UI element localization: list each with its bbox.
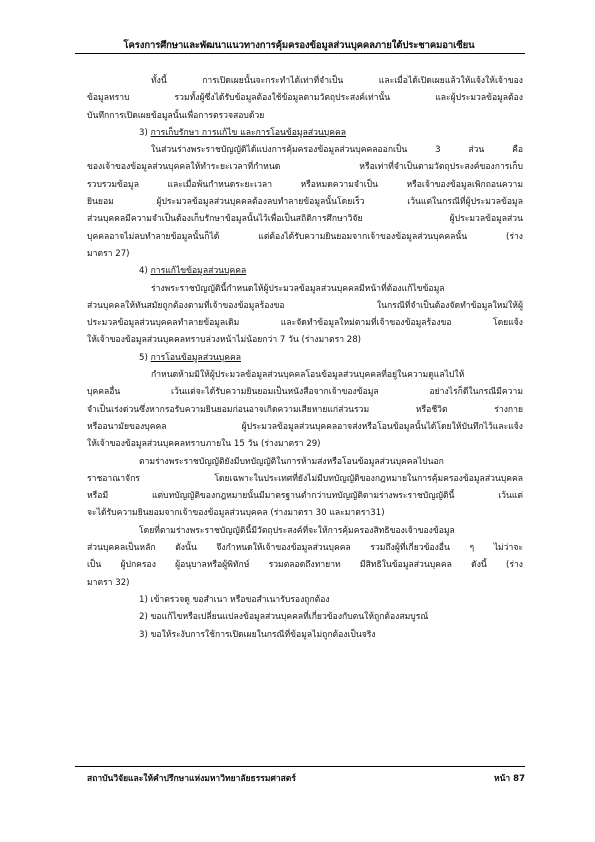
text-line: รวบรวมข้อมูล และเมื่อพ้นกำหนดระยะเวลา หรือหมดความจำเป็น หรือเจ้าของข้อมูลเพิกถอนความ: [87, 179, 523, 190]
text-line: ราชอาณาจักร โดยเฉพาะในประเทศที่ยังไม่มีบทบัญญัติของกฎหมายในการคุ้มครองข้อมูลส่วนบุคคล: [87, 473, 523, 484]
page-number: หน้า 87: [494, 774, 525, 784]
text-line: ส่วนบุคคลมีความจำเป็นต้องเก็บรักษาข้อมูลนั้นไว้เพื่อเป็นสถิติการศึกษาวิจัย ผู้ประมวลข้อมูลส่วน: [87, 214, 523, 225]
section-title: การโอนข้อมูลส่วนบุคคล: [150, 352, 241, 363]
paragraph-disclosure: [87, 73, 523, 125]
section-heading-3: [87, 125, 523, 142]
paragraph-transfer: [87, 367, 523, 453]
section-heading-4: [87, 263, 523, 280]
section-number: 5): [139, 352, 148, 363]
text-line: ให้เจ้าของข้อมูลส่วนบุคคลทราบล่วงหน้าไม่น้อยกว่า 7 วัน (ร่างมาตรา 28): [87, 335, 362, 346]
text-line: หรือมี แต่บทบัญญัติของกฎหมายนั้นมีมาตรฐานต่ำกว่าบทบัญญัติตามร่างพระราชบัญญัตินี้ เว้นแต่: [87, 491, 523, 502]
section-title: การเก็บรักษา การแก้ไข และการโอนข้อมูลส่วนบุคคล: [150, 127, 347, 138]
text-line: มาตรา 32): [87, 577, 130, 588]
text-line: ให้เจ้าของข้อมูลส่วนบุคคลทราบภายใน 15 วัน (ร่างมาตรา 29): [87, 439, 321, 450]
text-line: หรืออนามัยของบุคคล ผู้ประมวลข้อมูลส่วนบุคคลอาจส่งหรือโอนข้อมูลนั้นได้โดยให้บันทึกไว้และแจ้ง: [87, 421, 523, 432]
paragraph-correction: [87, 281, 523, 350]
text-line: กำหนดห้ามมิให้ผู้ประมวลข้อมูลส่วนบุคคลโอนข้อมูลส่วนบุคคลที่อยู่ในความดูแลไปให้: [151, 370, 465, 381]
text-line: ร่างพระราชบัญญัตินี้กำหนดให้ผู้ประมวลข้อมูลส่วนบุคคลมีหน้าที่ต้องแก้ไขข้อมูล: [151, 283, 445, 294]
text-line: ส่วนบุคคลเป็นหลัก ดังนั้น จึงกำหนดให้เจ้าของข้อมูลส่วนบุคคล รวมถึงผู้ที่เกี่ยวข้องอื่น ๆ ไม่ว่าจะ: [87, 543, 523, 554]
text-line: จำเป็นเร่งด่วนซึ่งหากรอรับความยินยอมก่อนอาจเกิดความเสียหายแก่ส่วนรวม หรือชีวิต ร่างกาย: [87, 404, 523, 415]
section-number: 4): [139, 266, 148, 277]
footer-divider: [75, 766, 525, 767]
text-line: ส่วนบุคคลให้ทันสมัยถูกต้องตามที่เจ้าของข้อมูลร้องขอ ในกรณีที่จำเป็นต้องจัดทำข้อมูลใหม่ให้ผู้: [87, 300, 523, 311]
paragraph-cross-border: [87, 454, 523, 523]
footer-institution: สถาบันวิจัยและให้คำปรึกษาแห่งมหาวิทยาลัยธรรมศาสตร์: [87, 774, 296, 784]
text-line: ตามร่างพระราชบัญญัติยังมีบทบัญญัติในการห้ามส่งหรือโอนข้อมูลส่วนบุคคลไปนอก: [139, 456, 444, 467]
section-number: 3): [139, 127, 148, 138]
header-divider: [75, 53, 525, 54]
text-line: ของเจ้าของข้อมูลส่วนบุคคลให้ทำระยะเวลาที่กำหนด หรือเท่าที่จำเป็นตามวัตถุประสงค์ของการเก็บ: [87, 162, 523, 173]
text-line: ข้อมูลทราบ รวมทั้งผู้ซึ่งได้รับข้อมูลต้องใช้ข้อมูลตามวัตถุประสงค์เท่านั้น และผู้ประมวลข้อมูลต้อง: [87, 93, 523, 104]
list-item: 3) ขอให้ระงับการใช้การเปิดเผยในกรณีที่ข้อมูลไม่ถูกต้องเป็นจริง: [139, 629, 376, 640]
page-header: โครงการศึกษาและพัฒนาแนวทางการคุ้มครองข้อมูลส่วนบุคคลภายใต้ประชาคมอาเซียน: [123, 40, 475, 51]
section-title: การแก้ไขข้อมูลส่วนบุคคล: [150, 266, 247, 277]
paragraph-retention: [87, 142, 523, 263]
text-line: ยินยอม ผู้ประมวลข้อมูลส่วนบุคคลต้องลบทำลายข้อมูลนั้นโดยเร็ว เว้นแต่ในกรณีที่ผู้ประมวลข้อมูล: [87, 197, 523, 208]
text-line: จะได้รับความยินยอมจากเจ้าของข้อมูลส่วนบุคคล (ร่างมาตรา 30 และมาตรา31): [87, 508, 385, 519]
text-line: ประมวลข้อมูลส่วนบุคคลทำลายข้อมูลเดิม และจัดทำข้อมูลใหม่ตามที่เจ้าของข้อมูลร้องขอ โดยแจ้ง: [87, 318, 523, 329]
text-line: ในส่วนร่างพระราชบัญญัติได้แบ่งการคุ้มครองข้อมูลส่วนบุคคลออกเป็น 3 ส่วน คือ: [151, 145, 523, 156]
text-line: มาตรา 27): [87, 248, 130, 259]
list-item: 2) ขอแก้ไขหรือเปลี่ยนแปลงข้อมูลส่วนบุคคลที่เกี่ยวข้องกับตนให้ถูกต้องสมบูรณ์: [139, 612, 429, 623]
list-item: 1) เข้าตรวจดู ขอสำเนา หรือขอสำเนารับรองถูกต้อง: [139, 594, 330, 605]
text-line: บุคคลอื่น เว้นแต่จะได้รับความยินยอมเป็นหนังสือจากเจ้าของข้อมูล อย่างไรก็ดีในกรณีมีความ: [87, 387, 523, 398]
text-line: ทั้งนี้ การเปิดเผยนั้นจะกระทำได้เท่าที่จำเป็น และเมื่อได้เปิดเผยแล้วให้แจ้งให้เจ้าของ: [151, 76, 523, 86]
text-line: บันทึกการเปิดเผยข้อมูลนั้นเพื่อการตรวจสอบด้วย: [87, 110, 265, 121]
document-body: [87, 73, 523, 644]
rights-list: [87, 592, 523, 644]
paragraph-rights: [87, 523, 523, 592]
section-heading-5: [87, 350, 523, 367]
text-line: โดยที่ตามร่างพระราชบัญญัตินี้มีวัตถุประสงค์ที่จะให้การคุ้มครองสิทธิของเจ้าของข้อมูล: [139, 525, 455, 536]
text-line: เป็น ผู้ปกครอง ผู้อนุบาลหรือผู้พิทักษ์ รวมตลอดถึงทายาท มีสิทธิในข้อมูลส่วนบุคคล ดังนี้ (ร่าง: [87, 560, 523, 571]
text-line: บุคคลอาจไม่ลบทำลายข้อมูลนั้นก็ได้ แต่ต้องได้รับความยินยอมจากเจ้าของข้อมูลส่วนบุคคลนั้น (ร่าง: [87, 231, 523, 242]
